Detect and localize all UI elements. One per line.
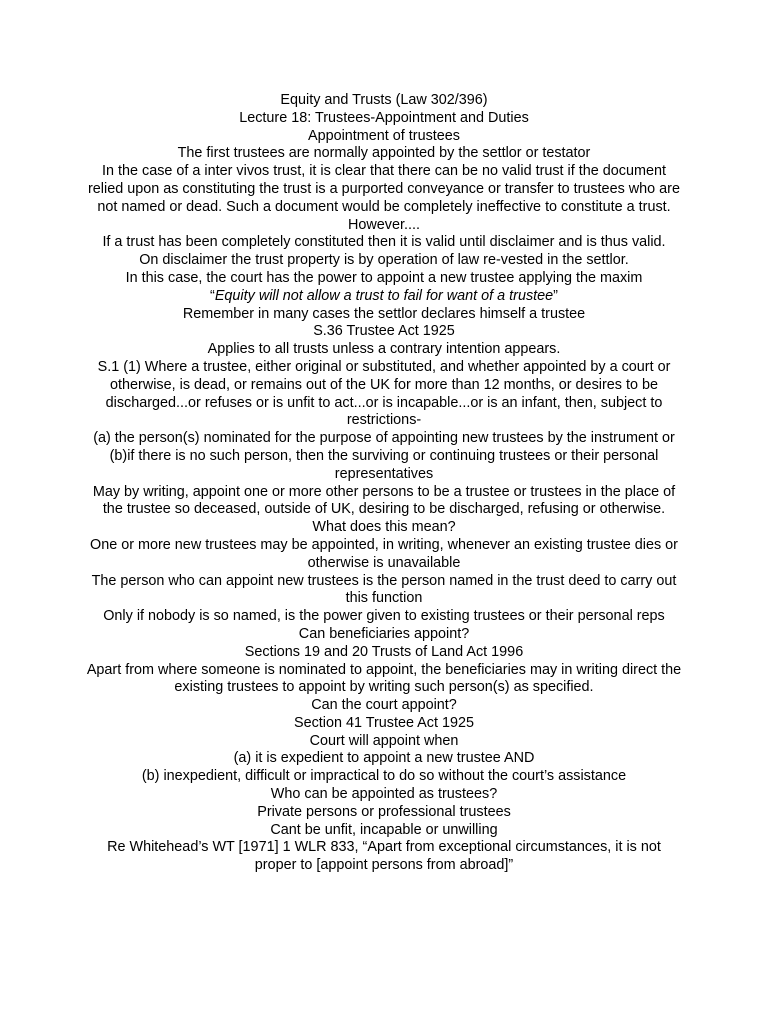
paragraph: Only if nobody is so named, is the power given to existing trustees or their personal reps (103, 608, 665, 625)
paragraph: In this case, the court has the power to appoint a new trustee applying the maxim (125, 269, 643, 286)
maxim-quote (86, 288, 682, 306)
question: What does this mean? (312, 519, 456, 536)
paragraph: In the case of a inter vivos trust, it is clear that there can be no valid trust if the document relied upon as constituting the trust is a purported conveyance or transfer to trustees who are not named or dead. Such a document would be completely ineffective to constitute a trust. (88, 163, 680, 215)
close-quote: ” (553, 287, 558, 304)
case-citation: Re Whitehead’s WT [1971] 1 WLR 833, “Apart from exceptional circumstances, it is not proper to [appoint persons from abroad]” (107, 839, 661, 874)
paragraph: Court will appoint when (309, 732, 459, 749)
paragraph: However.... (348, 216, 420, 233)
open-quote: “ (210, 287, 215, 304)
statute-text: S.1 (1) Where a trustee, either original or substituted, and whether appointed by a court or otherwise, is dead, or remains out of the UK for more than 12 months, or desires to be discharged...or refuses or is unfit to act...or is incapable...or is an infant, then, subject to restrictions- (97, 358, 671, 429)
lecture-title: Lecture 18: Trustees-Appointment and Duties (239, 109, 529, 126)
statute-heading: Sections 19 and 20 Trusts of Land Act 1996 (244, 643, 524, 660)
question: Can the court appoint? (311, 697, 457, 714)
paragraph: The first trustees are normally appointed by the settlor or testator (177, 145, 591, 162)
paragraph: The person who can appoint new trustees is the person named in the trust deed to carry out this function (91, 572, 677, 607)
section-heading: Appointment of trustees (308, 127, 460, 144)
statute-heading: S.36 Trustee Act 1925 (313, 323, 455, 340)
paragraph: Cant be unfit, incapable or unwilling (270, 821, 498, 838)
statute-item: (b)if there is no such person, then the surviving or continuing trustees or their personal representatives (109, 447, 659, 482)
paragraph: Private persons or professional trustees (257, 803, 511, 820)
maxim-text: Equity will not allow a trust to fail for want of a trustee (214, 287, 554, 304)
paragraph: One or more new trustees may be appointed, in writing, whenever an existing trustee dies or otherwise is unavailable (90, 536, 678, 571)
paragraph: Applies to all trusts unless a contrary intention appears. (207, 341, 561, 358)
paragraph: If a trust has been completely constituted then it is valid until disclaimer and is thus valid. (102, 234, 666, 251)
document-title: Equity and Trusts (Law 302/396) (280, 92, 488, 108)
statute-item: (a) the person(s) nominated for the purpose of appointing new trustees by the instrument or (93, 430, 675, 447)
list-item: (a) it is expedient to appoint a new trustee AND (233, 750, 535, 767)
list-item: (b) inexpedient, difficult or impractical to do so without the court’s assistance (141, 768, 627, 785)
document-body (86, 92, 682, 875)
question: Can beneficiaries appoint? (298, 625, 470, 642)
paragraph: Remember in many cases the settlor declares himself a trustee (182, 305, 586, 322)
paragraph: Apart from where someone is nominated to appoint, the beneficiaries may in writing direct the existing trustees to appoint by writing such person(s) as specified. (86, 661, 682, 696)
statute-heading: Section 41 Trustee Act 1925 (293, 714, 474, 731)
question: Who can be appointed as trustees? (270, 786, 498, 803)
paragraph: On disclaimer the trust property is by operation of law re-vested in the settlor. (139, 252, 629, 269)
paragraph: May by writing, appoint one or more other persons to be a trustee or trustees in the place of the trustee so deceased, outside of UK, desiring to be discharged, refusing or otherwise. (92, 483, 676, 518)
